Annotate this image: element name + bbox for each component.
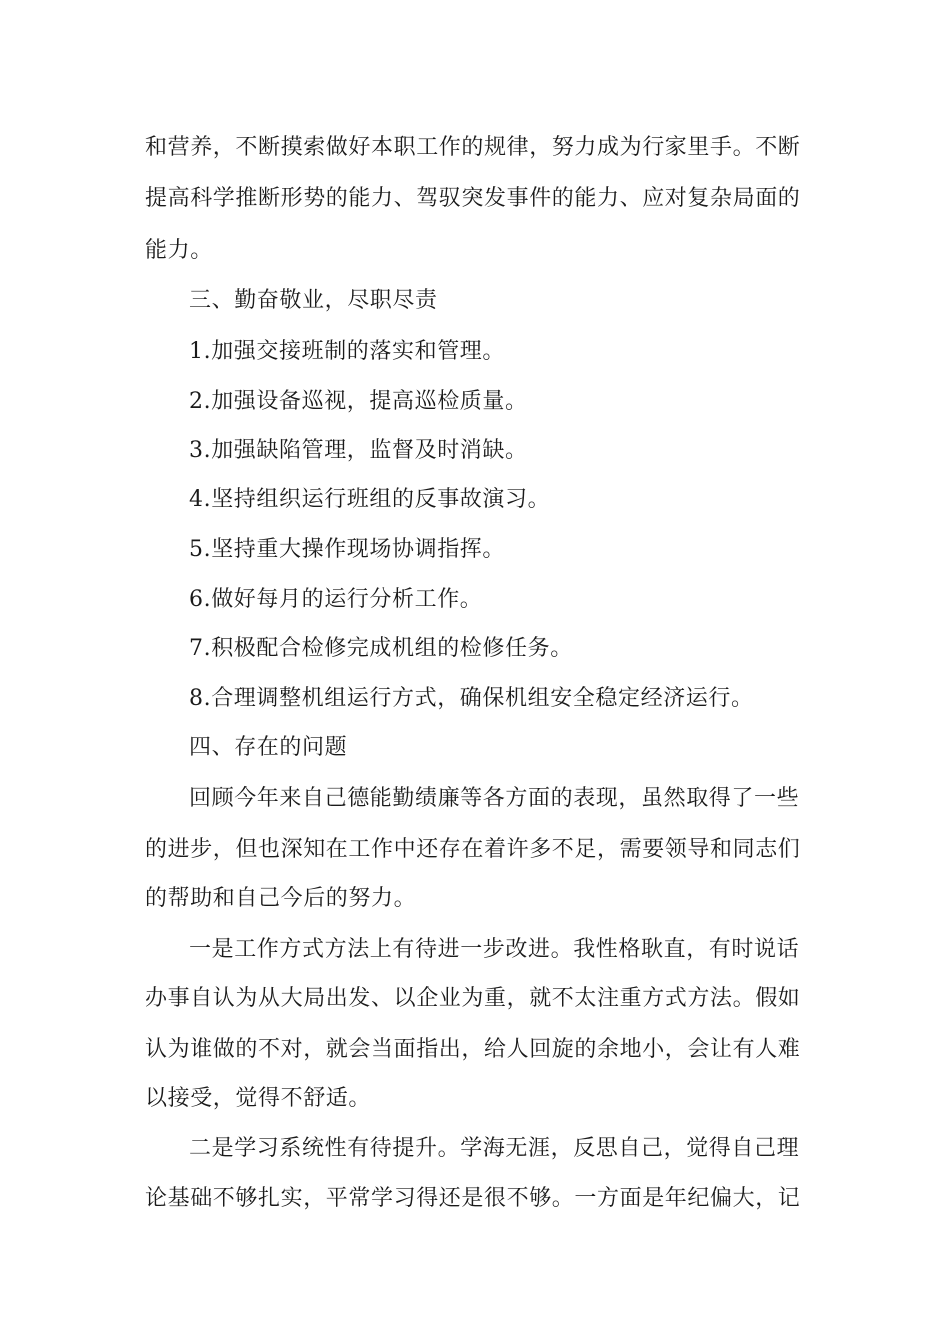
paragraph-line: 的帮助和自己今后的努力。	[145, 886, 417, 911]
paragraph-line: 办事自认为从大局出发、以企业为重，就不太注重方式方法。假如	[145, 986, 801, 1011]
list-item: 4.坚持组织运行班组的反事故演习。	[189, 487, 551, 512]
paragraph-line: 论基础不够扎实，平常学习得还是很不够。一方面是年纪偏大，记	[145, 1186, 801, 1211]
paragraph-line: 能力。	[145, 238, 213, 263]
paragraph-line: 一是工作方式方法上有待进一步改进。我性格耿直，有时说话	[189, 937, 800, 962]
paragraph-line: 提高科学推断形势的能力、驾驭突发事件的能力、应对复杂局面的	[145, 186, 801, 211]
list-item: 2.加强设备巡视，提高巡检质量。	[189, 389, 528, 414]
paragraph-line: 认为谁做的不对，就会当面指出，给人回旋的余地小，会让有人难	[145, 1037, 801, 1062]
paragraph-line: 和营养，不断摸索做好本职工作的规律，努力成为行家里手。不断	[145, 135, 801, 160]
section-heading: 三、勤奋敬业，尽职尽责	[189, 288, 438, 313]
paragraph-line: 的进步，但也深知在工作中还存在着许多不足，需要领导和同志们	[145, 837, 801, 862]
section-heading: 四、存在的问题	[189, 735, 348, 760]
list-item: 6.做好每月的运行分析工作。	[189, 587, 483, 612]
list-item: 1.加强交接班制的落实和管理。	[189, 339, 505, 364]
paragraph-line: 以接受，觉得不舒适。	[145, 1086, 372, 1111]
list-item: 3.加强缺陷管理，监督及时消缺。	[189, 438, 528, 463]
list-item: 7.积极配合检修完成机组的检修任务。	[189, 636, 573, 661]
list-item: 8.合理调整机组运行方式，确保机组安全稳定经济运行。	[189, 686, 754, 711]
list-item: 5.坚持重大操作现场协调指挥。	[189, 537, 505, 562]
paragraph-line: 二是学习系统性有待提升。学海无涯，反思自己，觉得自己理	[189, 1136, 800, 1161]
paragraph-line: 回顾今年来自己德能勤绩廉等各方面的表现，虽然取得了一些	[189, 786, 800, 811]
